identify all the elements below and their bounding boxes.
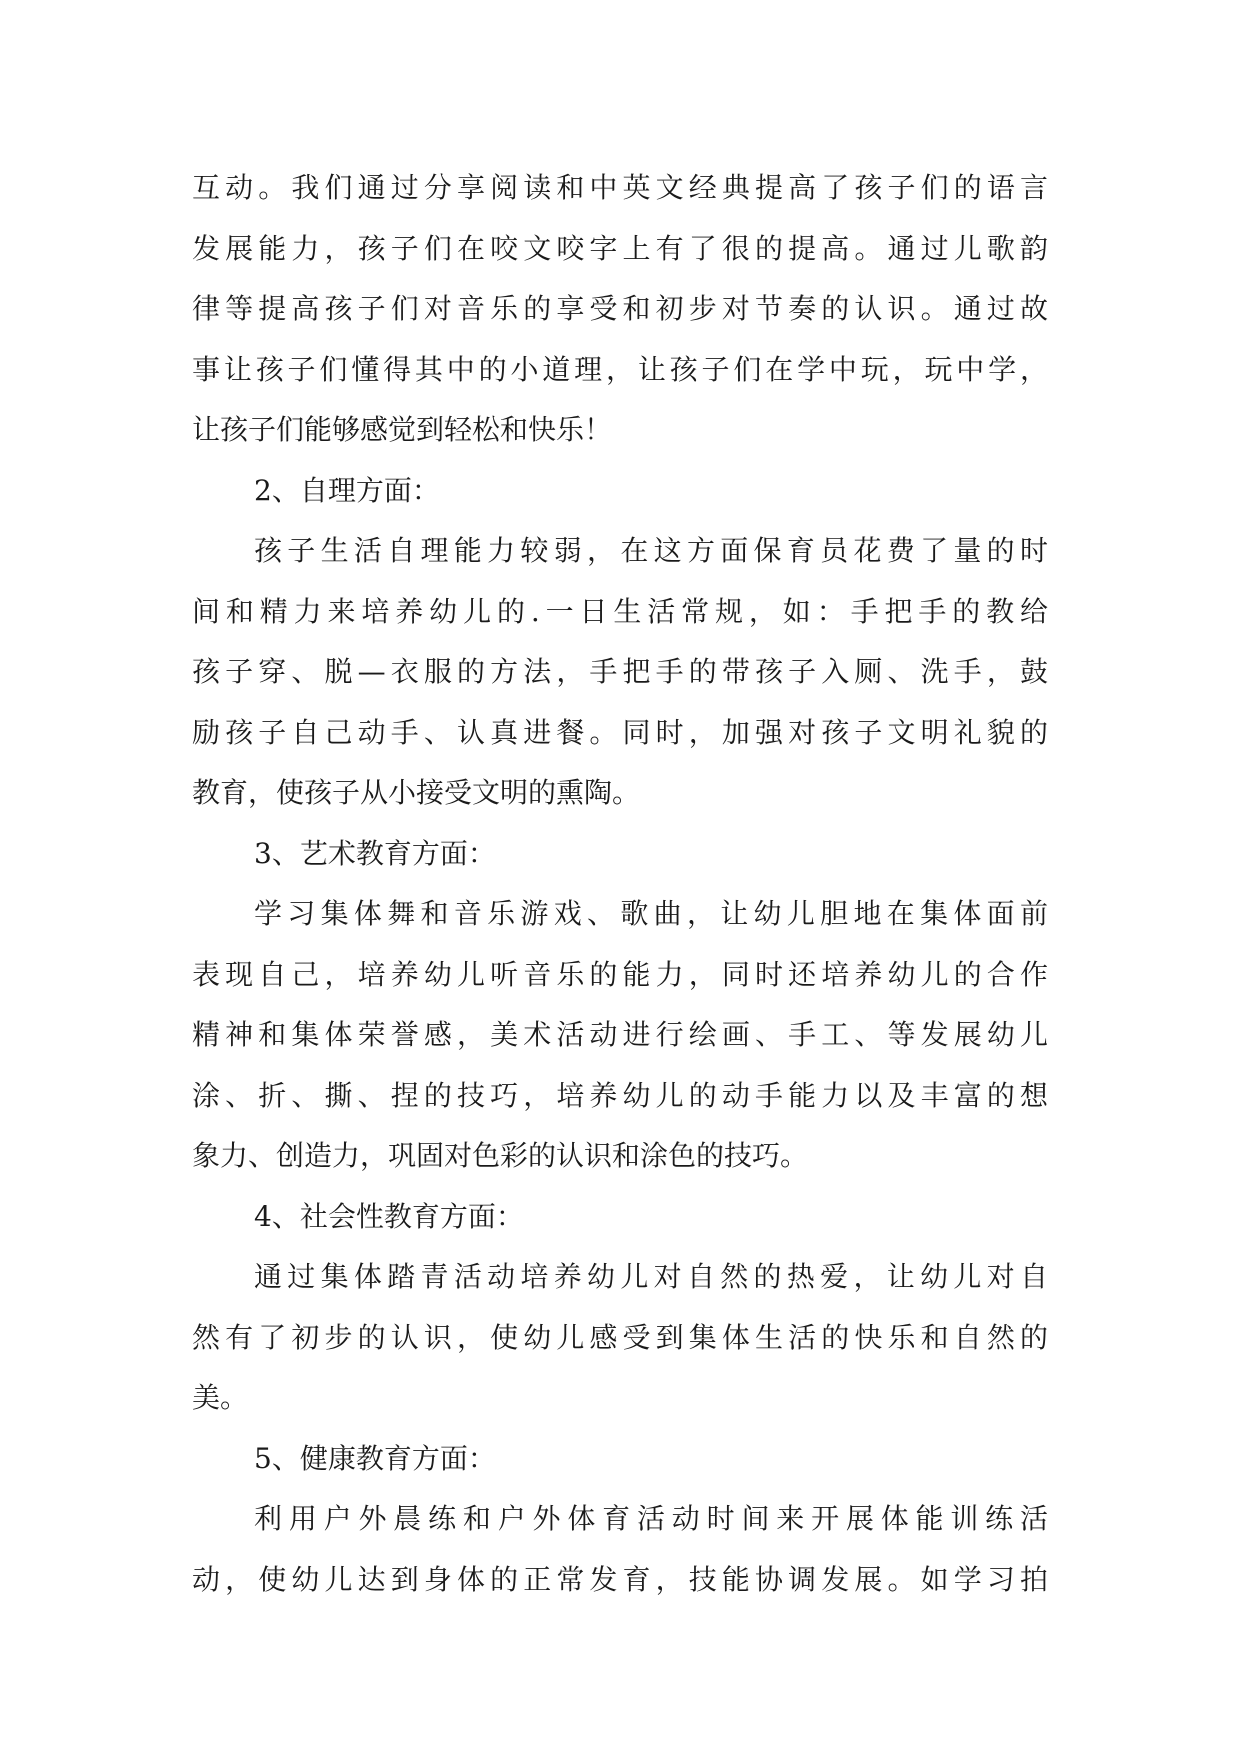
text-line: 通过集体踏青活动培养幼儿对自然的热爱，让幼儿对自	[254, 1260, 1048, 1293]
text-line: 间和精力来培养幼儿的.一日生活常规，如：手把手的教给	[192, 594, 1048, 628]
text-line: 美。	[192, 1381, 249, 1414]
text-line: 孩子生活自理能力较弱，在这方面保育员花费了量的时	[254, 534, 1048, 567]
text-line: 利用户外晨练和户外体育活动时间来开展体能训练活	[254, 1502, 1048, 1535]
document-body	[192, 158, 1048, 1610]
text-line: 发展能力，孩子们在咬文咬字上有了很的提高。通过儿歌韵	[192, 231, 1048, 265]
text-line: 事让孩子们懂得其中的小道理，让孩子们在学中玩，玩中学，	[192, 352, 1048, 386]
text-line: 让孩子们能够感觉到轻松和快乐！	[192, 413, 613, 446]
section-heading: 5、健康教育方面：	[254, 1441, 496, 1475]
text-line: 学习集体舞和音乐游戏、歌曲，让幼儿胆地在集体面前	[254, 897, 1048, 930]
text-line: 然有了初步的认识，使幼儿感受到集体生活的快乐和自然的	[192, 1320, 1048, 1354]
text-line: 教育，使孩子从小接受文明的熏陶。	[192, 776, 641, 809]
section-heading: 4、社会性教育方面：	[254, 1199, 524, 1233]
section-heading: 2、自理方面：	[254, 473, 440, 507]
text-line: 动，使幼儿达到身体的正常发育，技能协调发展。如学习拍	[192, 1562, 1048, 1596]
text-line: 表现自己，培养幼儿听音乐的能力，同时还培养幼儿的合作	[192, 957, 1048, 991]
text-line: 孩子穿、脱—衣服的方法，手把手的带孩子入厕、洗手，鼓	[192, 655, 1048, 688]
text-line: 精神和集体荣誉感，美术活动进行绘画、手工、等发展幼儿	[192, 1018, 1048, 1051]
text-line: 互动。我们通过分享阅读和中英文经典提高了孩子们的语言	[192, 171, 1048, 204]
section-heading: 3、艺术教育方面：	[254, 836, 496, 870]
text-line: 励孩子自己动手、认真进餐。同时，加强对孩子文明礼貌的	[192, 715, 1048, 749]
text-line: 律等提高孩子们对音乐的享受和初步对节奏的认识。通过故	[192, 292, 1048, 325]
text-line: 涂、折、撕、捏的技巧，培养幼儿的动手能力以及丰富的想	[192, 1078, 1048, 1112]
text-line: 象力、创造力，巩固对色彩的认识和涂色的技巧。	[192, 1139, 809, 1172]
